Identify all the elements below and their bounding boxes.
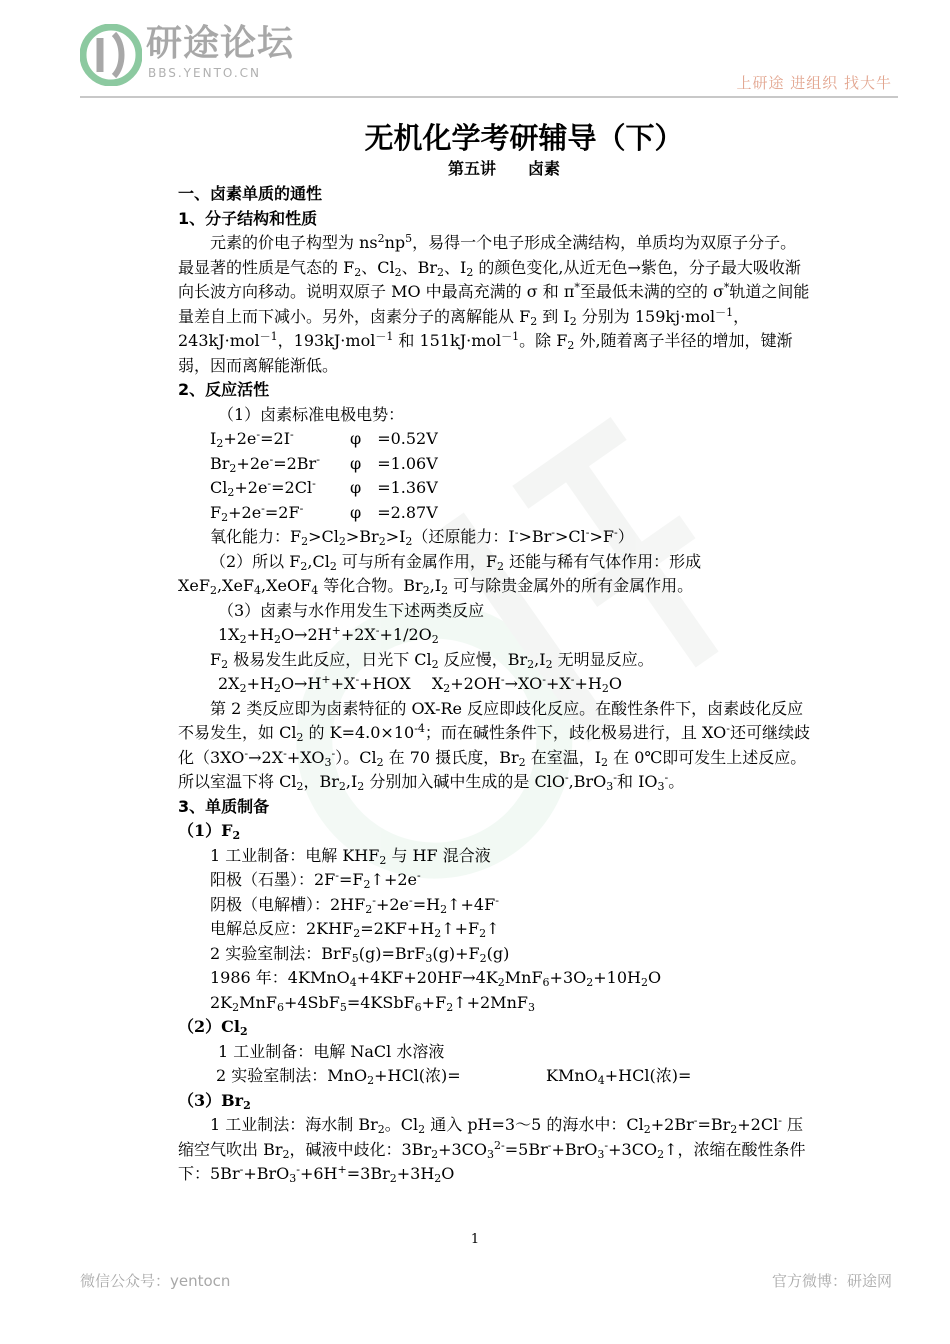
- header-slogan: 上研途 进组织 找大牛: [736, 74, 892, 92]
- item-heading: $(2)Cl_2$: [178, 1017, 248, 1038]
- equation-value: φ =0.52V: [350, 429, 438, 448]
- equation-value: φ =1.36V: [350, 478, 438, 497]
- subsection-heading: 2、反应活性: [178, 380, 270, 399]
- header-divider: [80, 96, 898, 98]
- equation: $F_2+2e^-=2F^-$: [210, 501, 304, 524]
- paragraph: 1 工业制备：电解 NaCl 水溶液: [218, 1041, 445, 1061]
- logo-subtitle: BBS.YENTO.CN: [148, 66, 262, 80]
- equation: $Br_2+2e^-=2Br^-$: [210, 452, 320, 475]
- equation: $1X_2+H_2O\to 2H^++2X^-+1/2O_2$: [218, 624, 439, 646]
- equation: $2X_2+H_2O\to H^++X^-+HOX$ $X_2+2OH^-\to XO^-+X^-+H_2O$: [218, 673, 622, 695]
- paragraph: 1 工业制备：电解 $KHF_2$ 与 HF 混合液: [210, 845, 491, 867]
- paragraph: （3）卤素与水作用发生下述两类反应: [218, 600, 485, 620]
- equation-row: [178, 476, 810, 501]
- subsection-heading: 3、单质制备: [178, 796, 270, 816]
- paragraph: 元素的价电子构型为 $ns^2np^5$，易得一个电子形成全满结构，单质均为双原子分子。最显著的性质是气态的 $F_2$、$Cl_2$、$Br_2$、$I_2$ 的颜色变化,从近无色→紫色，分子最大吸收渐向长波方向移动。说明双原子 MO 中最高充满的 σ 和 π*至最低未满的空的 σ*轨道之间能量差自上而下减小。另外，卤素分子的离解能从 $F_2$ 到 $I_2$ 分别为 159kj·mol$^{-1}$，243kJ·mol$^{-1}$，193kJ·mol$^{-1}$ 和 151kJ·mol$^{-1}$。除 $F_2$ 外,随着离子半径的增加，键渐弱，因而离解能渐低。: [178, 232, 810, 375]
- page-number: 1: [470, 1232, 480, 1247]
- paragraph: 1 工业制法：海水制 $Br_2$。$Cl_2$ 通入 pH=3～5 的海水中：$Cl_2+2Br^-=Br_2+2Cl^-$ 压缩空气吹出 $Br_2$，碱液中歧化：$3Br_2+3CO_3^{2-}=5Br^-+BrO_3^-+3CO_2↑$，浓缩在酸性条件下：$5Br^-+BrO_3^-+6H^+=3Br_2+3H_2O$: [178, 1114, 806, 1185]
- equation-row: [178, 501, 810, 526]
- equation: $I_2+2e^-=2I^-$: [210, 428, 294, 450]
- paragraph: （2）所以 $F_2,Cl_2$ 可与所有金属作用，$F_2$ 还能与稀有气体作用：形成 XeF$_2$,XeF$_4$,XeOF$_4$ 等化合物。$Br_2,I_2$ 可与除贵金属外的所有金属作用。: [178, 551, 702, 597]
- forum-logo-icon: [80, 24, 142, 86]
- lecture-title: 第五讲 卤素: [447, 159, 560, 178]
- equation-value: φ =1.06V: [350, 453, 438, 473]
- paragraph: 氧化能力：$F_2>Cl_2>Br_2>I_2$（还原能力：I->Br->Cl->F-）: [210, 526, 634, 548]
- paragraph: 电解总反应：$2KHF_2=2KF+H_2↑+F_2↑$: [210, 919, 500, 940]
- equation: $Cl_2+2e^-=2Cl^-$: [210, 477, 316, 499]
- subsection-heading: 1、分子结构和性质: [178, 208, 318, 228]
- document-title: 无机化学考研辅导（下）: [364, 121, 684, 155]
- paragraph: 阴极（电解槽）：$2HF_2^-+2e^-=H_2↑+4F^-$: [210, 893, 499, 916]
- item-heading: $(1)F_2$: [178, 821, 241, 842]
- logo-title: 研途论坛: [146, 23, 295, 64]
- paragraph: （1）卤素标准电极电势：: [218, 404, 405, 424]
- paragraph: 第 2 类反应即为卤素特征的 OX-Re 反应即歧化反应。在酸性条件下，卤素歧化反应不易发生，如 $Cl_2$ 的 $K=4.0\times 10^{-4}$；而在碱性条件下，歧化极易进行，且 XO-还可继续歧化$(3XO^-\to 2X^-+XO_3^-)$。$Cl_2$ 在 70 摄氏度，$Br_2$ 在室温，$I_2$ 在 0℃即可发生上述反应。所以室温下将 $Cl_2$，$Br_2,I_2$ 分别加入碱中生成的是 ClO-,BrO$_3$-和 $IO_3^-$。: [178, 698, 810, 793]
- item-heading: $(3)Br_2$: [178, 1090, 251, 1112]
- equation: $2K_2MnF_6+4SbF_5=4KSbF_6+F_2↑+2MnF_3$: [210, 992, 535, 1014]
- paragraph: 2 实验室制法：MnO$_2$+HCl(浓)= KMnO$_4$+HCl(浓)=: [216, 1066, 692, 1087]
- page-header: [0, 0, 950, 100]
- paragraph: 1986 年：$4KMnO_4+4KF+20HF\to 4K_2MnF_6+3O_2+10H_2O$: [210, 968, 662, 989]
- equation-row: [178, 427, 810, 452]
- document-body: [178, 118, 810, 1187]
- paragraph: 2 实验室制法：$BrF_5(g)=BrF_3(g)+F_2(g)$: [210, 943, 510, 965]
- footer-wechat: 微信公众号：yentocn: [80, 1272, 231, 1290]
- footer-weibo: 官方微博：研途网: [771, 1272, 892, 1290]
- section-heading: 一、卤素单质的通性: [178, 184, 323, 203]
- paragraph: $F_2$ 极易发生此反应，日光下 $Cl_2$ 反应慢，$Br_2,I_2$ 无明显反应。: [210, 649, 654, 671]
- paragraph: 阳极（石墨）：$2F^-=F_2↑+2e^-$: [210, 869, 421, 891]
- equation-row: [178, 452, 810, 477]
- equation-value: φ =2.87V: [350, 502, 438, 522]
